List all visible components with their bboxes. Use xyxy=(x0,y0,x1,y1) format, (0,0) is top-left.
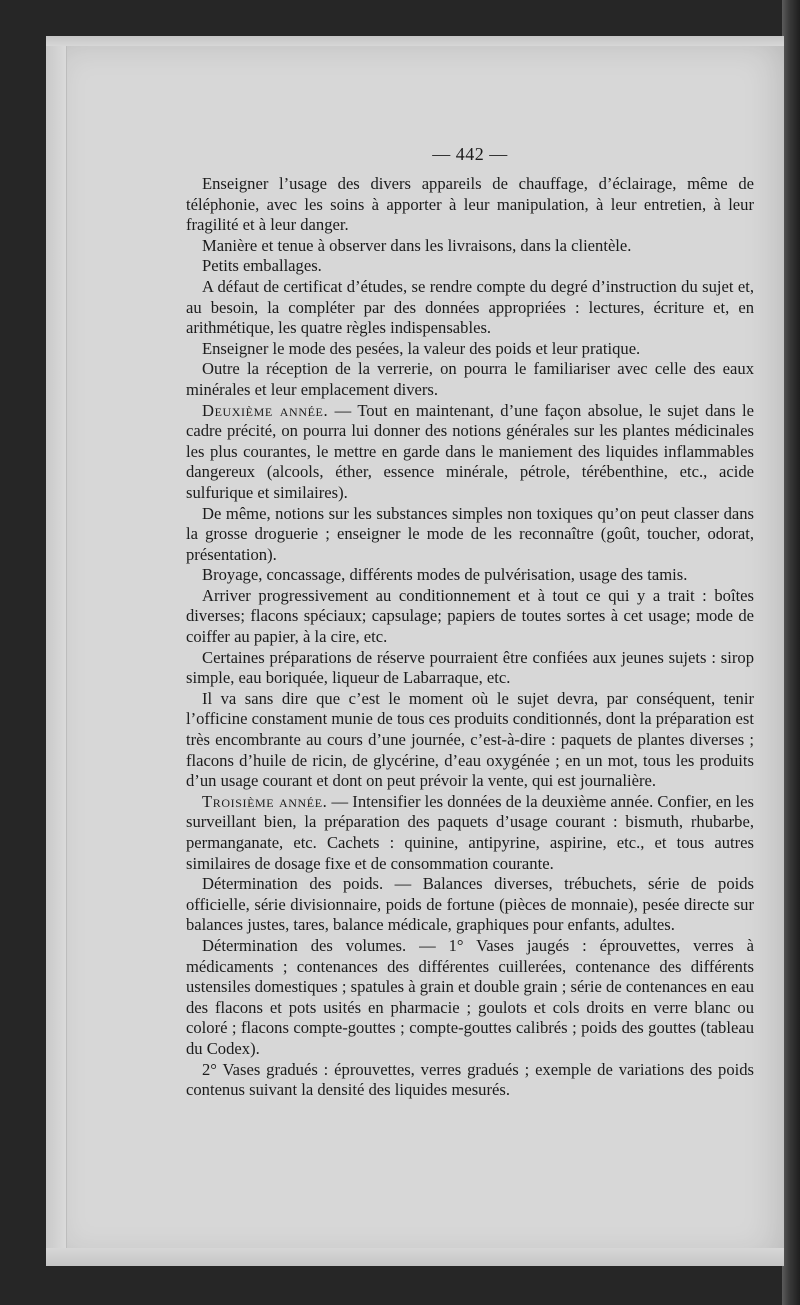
section-heading: Troisième année. xyxy=(202,791,328,811)
page-number: — 442 — xyxy=(432,144,508,164)
paragraph: Détermination des volumes. — 1° Vases jaugés : éprouvettes, verres à médicaments ; contenances des différentes cuillerées, contenance des différents ustensiles domestiques ; spatules à grain et double grain ; série de contenances en eau des flacons et pots usités en pharmacie ; goulots et cols droits en verre blanc ou coloré ; flacons compte-gouttes ; compte-gouttes calibrés ; poids des gouttes (tableau du Codex). xyxy=(186,935,754,1058)
paragraph: Il va sans dire que c’est le moment où le sujet devra, par conséquent, tenir l’officine constament munie de tous ces produits conditionnés, dont la préparation est très encombrante au cours d’une journée, c’est-à-dire : paquets de plantes diverses ; flacons d’huile de ricin, de glycérine, d’eau oxygénée ; en un mot, tous les produits d’un usage courant et dont on peut prévoir la vente, qui est journalière. xyxy=(186,688,754,791)
paper-left-edge xyxy=(46,36,67,1266)
paper-top-edge xyxy=(46,36,784,46)
paragraph: 2° Vases gradués : éprouvettes, verres gradués ; exemple de variations des poids contenus suivant la densité des liquides mesurés. xyxy=(186,1059,754,1100)
paragraph: Certaines préparations de réserve pourraient être confiées aux jeunes sujets : sirop simple, eau boriquée, liqueur de Labarraque, etc. xyxy=(186,647,754,688)
paragraph: Broyage, concassage, différents modes de pulvérisation, usage des tamis. xyxy=(202,565,688,585)
body-text xyxy=(186,174,754,1101)
section-heading: Deuxième année. xyxy=(202,400,329,420)
paragraph: Détermination des poids. — Balances diverses, trébuchets, série de poids officielle, série divisionnaire, poids de fortune (pièces de monnaie), pesée directe sur balances justes, tares, balance médicale, graphiques pour enfants, adultes. xyxy=(186,874,754,935)
binding-edge xyxy=(782,0,800,1305)
paper-bottom-edge xyxy=(46,1248,784,1266)
paragraph: Outre la réception de la verrerie, on pourra le familiariser avec celle des eaux minérales et leur emplacement divers. xyxy=(186,359,754,399)
paragraph: Enseigner le mode des pesées, la valeur des poids et leur pratique. xyxy=(202,338,641,358)
paragraph-troisieme-annee: Troisième année. — Intensifier les données de la deuxième année. Confier, en les surveillant bien, la préparation des paquets d’usage courant : bismuth, rhubarbe, permanganate, etc. Cachets : quinine, antipyrine, aspirine, etc., et tous autres similaires de dosage fixe et de consommation courante. xyxy=(186,791,754,873)
paragraph: De même, notions sur les substances simples non toxiques qu’on peut classer dans la grosse droguerie ; enseigner le mode de les reconnaître (goût, toucher, odorat, présentation). xyxy=(186,503,754,564)
paragraph: Manière et tenue à observer dans les livraisons, dans la clientèle. xyxy=(202,235,632,255)
paragraph: A défaut de certificat d’études, se rendre compte du degré d’instruction du sujet et, au besoin, la compléter par des données appropriées : lectures, écriture et, en arithmétique, les quatre règles indispensables. xyxy=(186,276,754,338)
paragraph: Arriver progressivement au conditionnement et à tout ce qui y a trait : boîtes diverses; flacons spéciaux; capsulage; papiers de toutes sortes à cet usage; mode de coiffer au papier, à la cire, etc. xyxy=(186,585,754,647)
paragraph: Petits emballages. xyxy=(202,256,322,276)
paragraph-deuxieme-annee: Deuxième année. — Tout en maintenant, d’une façon absolue, le sujet dans le cadre précité, on pourra lui donner des notions générales sur les plantes médicinales les plus courantes, le mettre en garde dans le maniement des liquides inflammables dangereux (alcools, éther, essence minérale, pétrole, térébenthine, etc., acide sulfurique et similaires). xyxy=(186,400,754,502)
paragraph: Enseigner l’usage des divers appareils de chauffage, d’éclairage, même de téléphonie, avec les soins à apporter à leur manipulation, à leur entretien, à leur fragilité et à leur danger. xyxy=(186,174,754,235)
